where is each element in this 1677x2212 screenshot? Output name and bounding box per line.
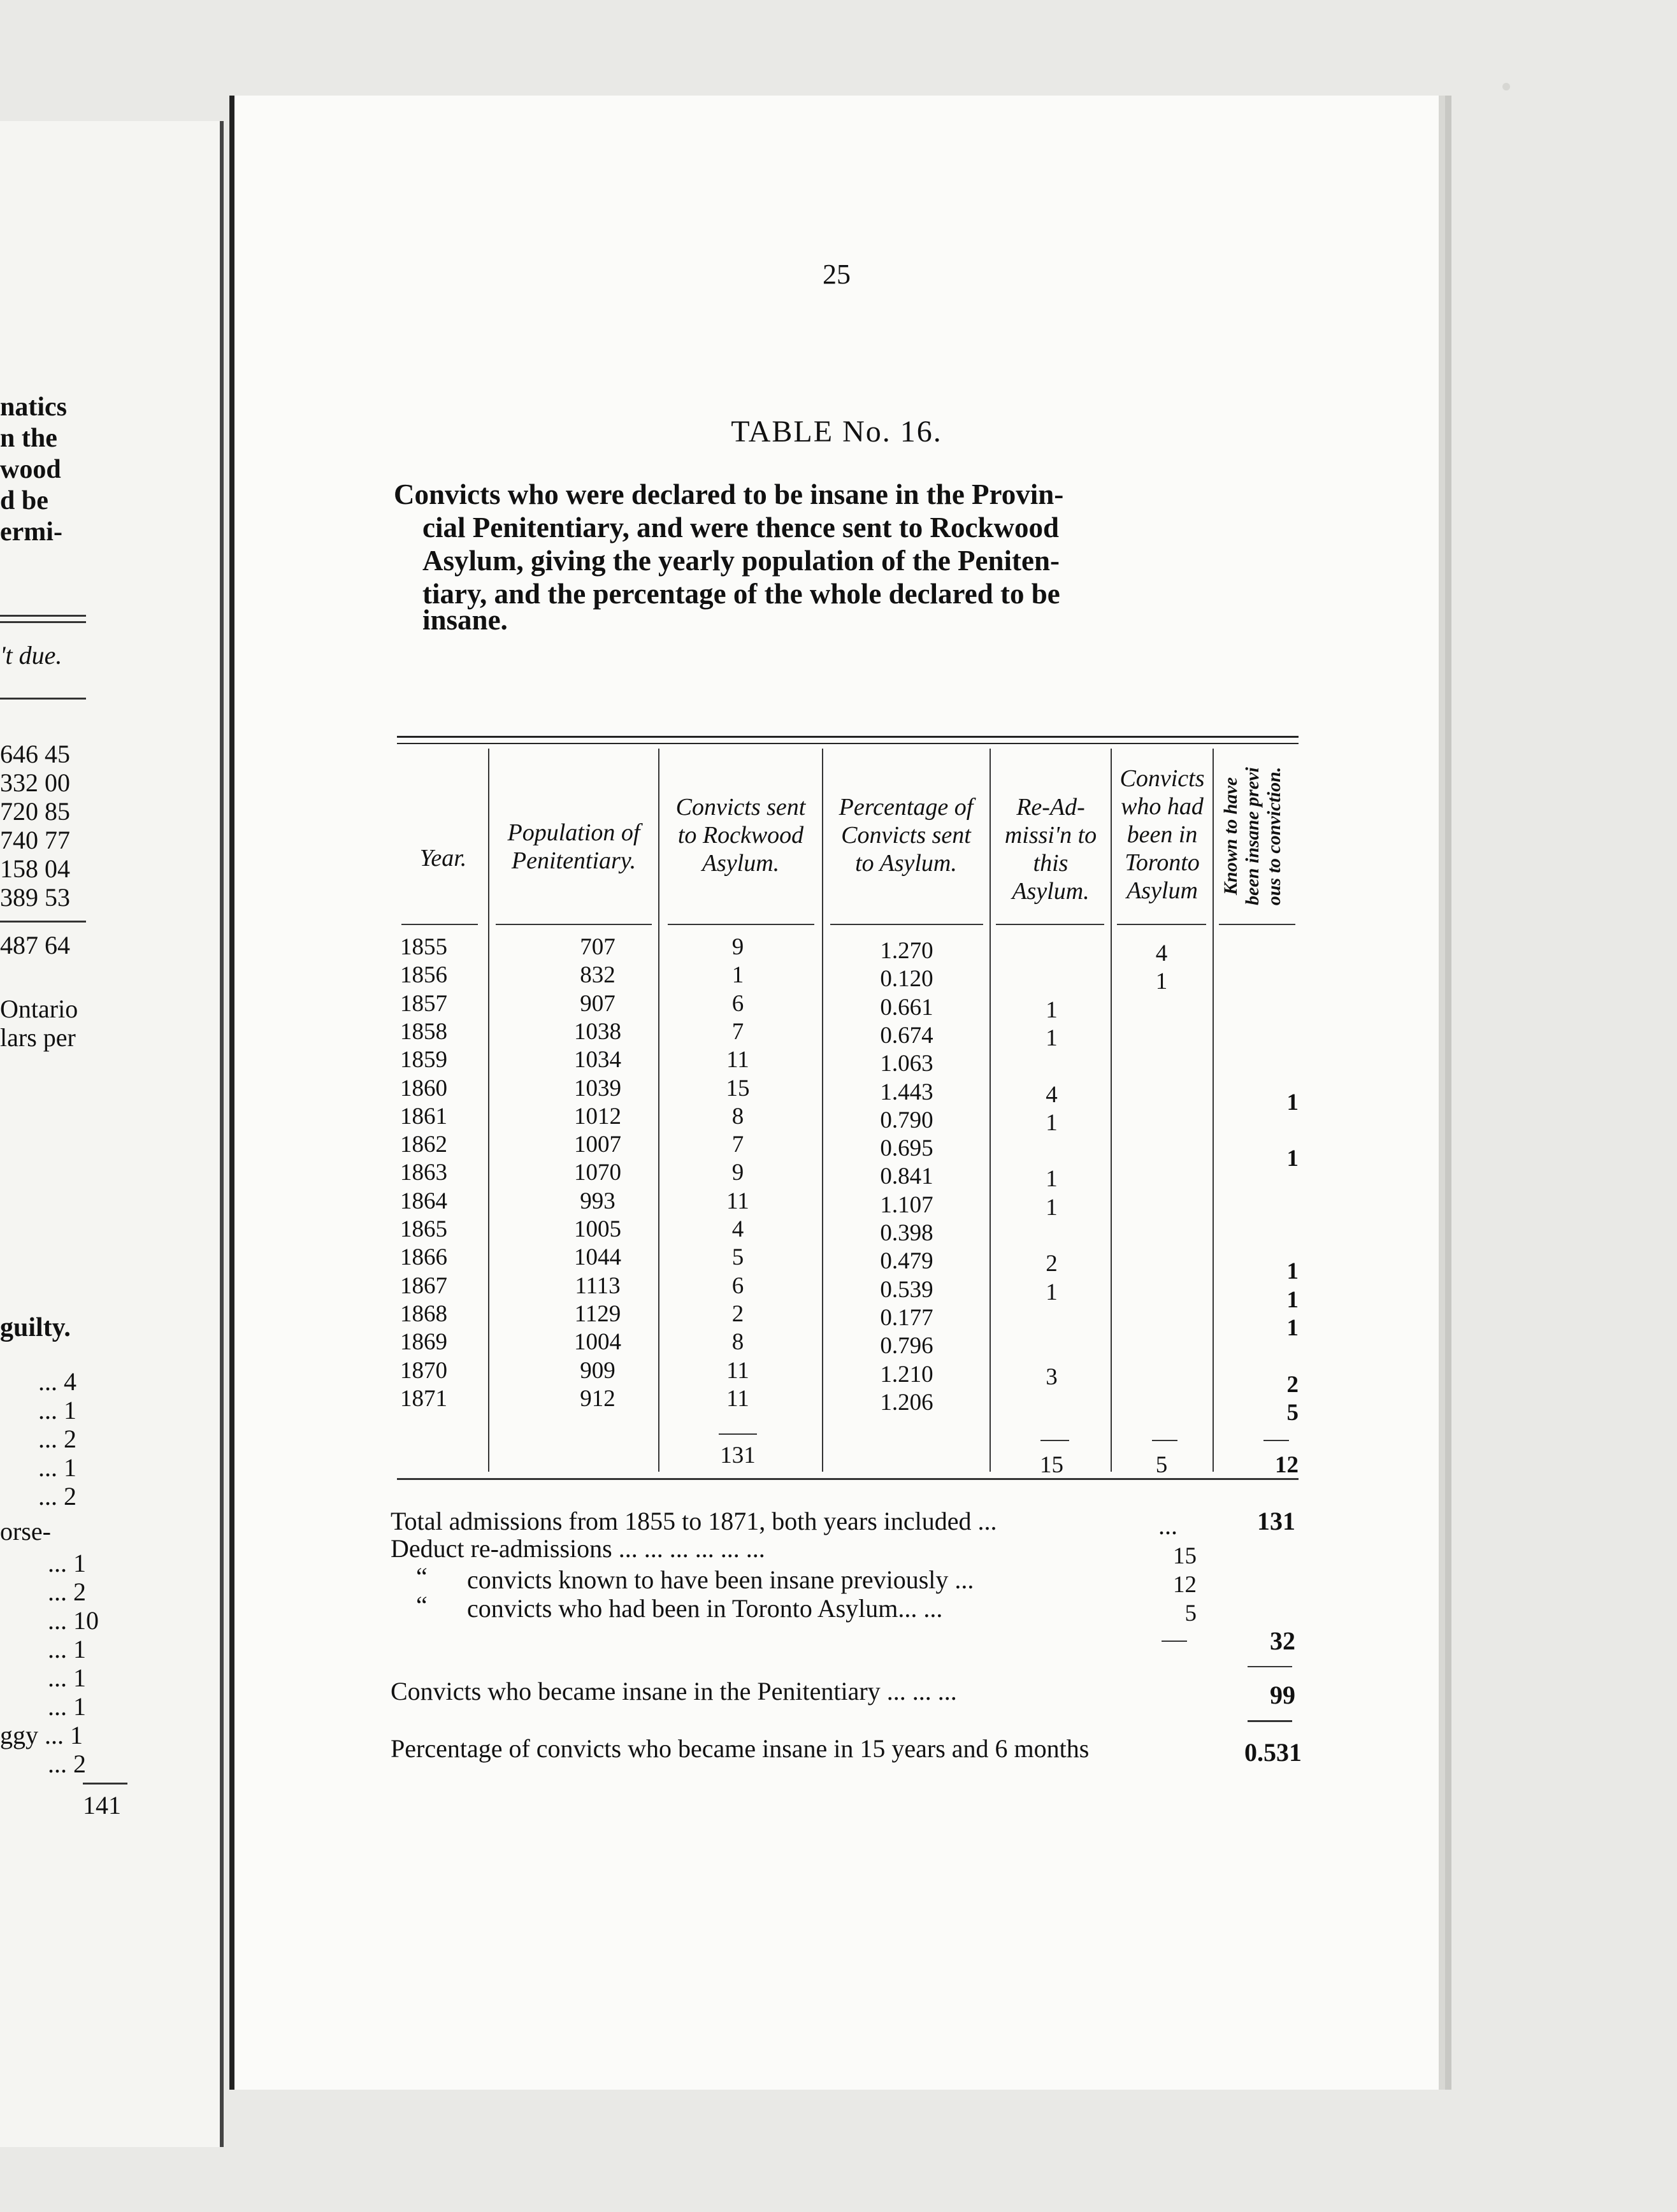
row-readmission <box>996 1137 1107 1165</box>
header-line: who had <box>1121 793 1204 820</box>
row-sent: 15 <box>726 1075 750 1102</box>
left-count: ... 2 <box>48 1749 86 1778</box>
row-toronto <box>1114 996 1209 1024</box>
row-readmission <box>996 1222 1107 1250</box>
row-known: 1 <box>1286 1314 1299 1341</box>
row-toronto <box>1114 1024 1209 1052</box>
row-toronto <box>1114 1363 1209 1391</box>
row-known <box>1216 1117 1299 1145</box>
left-heading-line: natics <box>0 392 67 422</box>
total-dash <box>1152 1440 1177 1441</box>
left-count: ... 2 <box>48 1577 86 1606</box>
header-line: Population of <box>507 819 640 846</box>
row-year: 1866 <box>400 1244 447 1271</box>
left-rule <box>83 1783 127 1785</box>
row-toronto <box>1114 1052 1209 1081</box>
summary-deduct: Deduct re-admissions ... ... ... ... ... ... <box>391 1534 765 1563</box>
row-population: 1039 <box>574 1075 621 1102</box>
row-sent: 4 <box>731 1216 744 1242</box>
row-sent: 6 <box>731 1272 744 1299</box>
left-rule <box>0 621 86 623</box>
row-year: 1858 <box>400 1018 447 1045</box>
left-amount: 646 45 <box>0 740 70 768</box>
row-percentage: 0.177 <box>880 1304 933 1331</box>
paper-speck <box>1502 83 1510 90</box>
column-divider <box>1213 749 1214 1472</box>
caption-line: Asylum, giving the yearly population of the Peniten- <box>422 545 1060 577</box>
row-toronto <box>1114 1081 1209 1109</box>
header-line: Convicts <box>1119 765 1205 792</box>
left-ggy-line: ggy ... 1 <box>0 1721 83 1749</box>
header-rule <box>1219 924 1295 925</box>
total-dash <box>719 1433 757 1435</box>
summary-dash <box>1162 1641 1187 1642</box>
row-known <box>1216 1060 1299 1088</box>
row-sent: 11 <box>726 1385 749 1412</box>
header-line: to Rockwood <box>677 822 804 849</box>
left-count-total: 141 <box>83 1791 121 1820</box>
row-year: 1868 <box>400 1300 447 1327</box>
row-year: 1863 <box>400 1160 447 1186</box>
left-heading-line: wood <box>0 455 61 484</box>
row-population: 1012 <box>574 1103 621 1130</box>
left-rule <box>0 921 86 923</box>
row-toronto <box>1114 1391 1209 1419</box>
ditto-mark: “ <box>416 1562 428 1591</box>
row-sent: 8 <box>731 1103 744 1130</box>
summary-rule <box>1248 1666 1292 1667</box>
caption-line: Convicts who were declared to be insane in the Provin- <box>394 478 1064 510</box>
header-readmission <box>991 793 1111 905</box>
header-rule <box>830 924 983 925</box>
row-population: 1005 <box>574 1216 621 1242</box>
left-heading-line: n the <box>0 424 57 453</box>
left-count: ... 1 <box>48 1635 86 1663</box>
header-line: Convicts sent <box>841 822 971 849</box>
header-rule <box>1117 924 1206 925</box>
row-percentage: 0.841 <box>880 1163 933 1190</box>
total-known: 12 <box>1275 1452 1299 1478</box>
row-population: 1044 <box>574 1244 621 1271</box>
row-readmission <box>996 940 1107 968</box>
row-percentage: 1.210 <box>880 1361 933 1388</box>
row-sent: 2 <box>731 1300 744 1327</box>
row-readmission: 1 <box>1046 1109 1058 1136</box>
row-year: 1864 <box>400 1188 447 1214</box>
document-page <box>229 96 1439 2090</box>
row-readmission <box>996 1052 1107 1081</box>
left-count: ... 10 <box>48 1606 99 1635</box>
header-line: Re-Ad- <box>1016 794 1085 821</box>
left-amount-total: 487 64 <box>0 931 70 959</box>
row-sent: 9 <box>731 1160 744 1186</box>
table-bottom-rule <box>397 1478 1299 1480</box>
left-note-line: Ontario <box>0 995 78 1023</box>
row-population: 1129 <box>574 1300 621 1327</box>
row-year: 1865 <box>400 1216 447 1242</box>
header-line: Known to have <box>1220 777 1241 896</box>
row-known <box>1216 1032 1299 1060</box>
row-toronto <box>1114 1279 1209 1307</box>
caption-line: cial Penitentiary, and were thence sent to Rockwood <box>422 512 1060 543</box>
row-year: 1862 <box>400 1131 447 1158</box>
header-known <box>1220 752 1285 921</box>
row-percentage: 0.539 <box>880 1276 933 1303</box>
row-sent: 9 <box>731 934 744 960</box>
row-readmission <box>996 1307 1107 1335</box>
left-guilty-heading: guilty. <box>0 1313 71 1342</box>
summary-total-admissions-value: 131 <box>1257 1507 1295 1535</box>
total-dash <box>1040 1440 1069 1441</box>
row-known <box>1216 1342 1299 1370</box>
header-line: been insane previ <box>1242 767 1263 905</box>
header-toronto <box>1112 765 1213 905</box>
left-count: ... 4 <box>38 1367 76 1396</box>
row-year: 1859 <box>400 1047 447 1074</box>
caption-line: tiary, and the percentage of the whole declared to be <box>422 578 1060 610</box>
row-toronto <box>1114 1222 1209 1250</box>
row-percentage: 1.063 <box>880 1051 933 1077</box>
left-count: ... 2 <box>38 1482 76 1511</box>
summary-became-insane-value: 99 <box>1270 1681 1295 1709</box>
header-rule <box>496 924 652 925</box>
left-count: ... 1 <box>48 1692 86 1721</box>
row-percentage: 0.398 <box>880 1220 933 1246</box>
row-readmission: 1 <box>1046 1166 1058 1193</box>
summary-deduct-value: 15 <box>1173 1543 1197 1569</box>
header-line: Convicts sent <box>675 794 806 821</box>
row-readmission <box>996 968 1107 996</box>
summary-known-value: 12 <box>1173 1572 1197 1598</box>
left-rule <box>0 615 86 617</box>
row-known: 1 <box>1286 1146 1299 1172</box>
row-percentage: 0.661 <box>880 994 933 1021</box>
row-sent: 11 <box>726 1357 749 1384</box>
row-known: 1 <box>1286 1089 1299 1116</box>
left-rule <box>0 698 86 700</box>
row-known <box>1216 947 1299 975</box>
row-percentage: 0.674 <box>880 1022 933 1049</box>
row-year: 1871 <box>400 1385 447 1412</box>
row-sent: 1 <box>731 962 744 989</box>
left-note-line: lars per <box>0 1023 76 1052</box>
row-toronto <box>1114 1250 1209 1278</box>
table-caption <box>394 478 1286 636</box>
summary-dots: ... <box>1158 1511 1177 1540</box>
row-population: 912 <box>580 1385 615 1412</box>
row-sent: 11 <box>726 1188 749 1214</box>
row-year: 1857 <box>400 990 447 1017</box>
row-known <box>1216 1004 1299 1032</box>
row-population: 1007 <box>574 1131 621 1158</box>
row-population: 909 <box>580 1357 615 1384</box>
row-known: 2 <box>1286 1371 1299 1398</box>
header-line: Asylum. <box>1012 878 1090 905</box>
header-line: missi'n to <box>1004 822 1097 849</box>
header-population <box>489 819 658 875</box>
total-toronto: 5 <box>1155 1452 1168 1478</box>
left-amount: 389 53 <box>0 883 70 912</box>
total-readmissions: 15 <box>1040 1452 1063 1478</box>
header-line: been in <box>1126 821 1198 848</box>
row-year: 1860 <box>400 1075 447 1102</box>
summary-toronto: convicts who had been in Toronto Asylum... ... <box>467 1594 943 1623</box>
row-known: 1 <box>1286 1286 1299 1313</box>
row-population: 1113 <box>575 1272 621 1299</box>
header-line: Asylum. <box>702 850 780 877</box>
row-readmission: 1 <box>1046 1024 1058 1051</box>
row-percentage: 0.479 <box>880 1248 933 1275</box>
left-amount: 158 04 <box>0 854 70 883</box>
left-amount: 720 85 <box>0 797 70 826</box>
row-sent: 11 <box>726 1047 749 1074</box>
row-percentage: 1.206 <box>880 1389 933 1416</box>
row-population: 1038 <box>574 1018 621 1045</box>
row-sent: 6 <box>731 990 744 1017</box>
left-count: ... 1 <box>48 1663 86 1692</box>
row-readmission: 1 <box>1046 1194 1058 1221</box>
row-sent: 7 <box>731 1018 744 1045</box>
summary-percentage: Percentage of convicts who became insane in 15 years and 6 months <box>391 1734 1090 1763</box>
row-readmission: 1 <box>1046 996 1058 1023</box>
left-count: ... 1 <box>38 1453 76 1482</box>
row-toronto: 1 <box>1155 968 1168 995</box>
header-rule <box>996 924 1104 925</box>
summary-became-insane: Convicts who became insane in the Penitentiary ... ... ... <box>391 1677 957 1706</box>
row-year: 1867 <box>400 1272 447 1299</box>
caption-line: insane. <box>422 604 508 636</box>
row-population: 1004 <box>574 1329 621 1356</box>
header-line: ous to conviction. <box>1263 766 1285 906</box>
left-count: ... 2 <box>38 1425 76 1453</box>
row-year: 1856 <box>400 962 447 989</box>
row-toronto: 4 <box>1155 940 1168 966</box>
table-top-rule <box>397 736 1299 744</box>
row-known: 1 <box>1286 1258 1299 1285</box>
facing-page <box>0 121 224 2147</box>
row-sent: 8 <box>731 1329 744 1356</box>
summary-deduction-total: 32 <box>1270 1627 1295 1655</box>
row-sent: 7 <box>731 1131 744 1158</box>
row-known <box>1216 1230 1299 1258</box>
row-toronto <box>1114 1109 1209 1137</box>
left-count: ... 1 <box>48 1549 86 1577</box>
summary-total-admissions: Total admissions from 1855 to 1871, both years included ... <box>391 1507 997 1535</box>
row-toronto <box>1114 1335 1209 1363</box>
header-percentage <box>823 793 989 877</box>
left-amount: 740 77 <box>0 826 70 854</box>
row-year: 1869 <box>400 1329 447 1356</box>
header-line: this <box>1033 850 1069 877</box>
row-readmission <box>996 1391 1107 1419</box>
row-percentage: 1.443 <box>880 1079 933 1105</box>
header-rule <box>401 924 478 925</box>
row-known: 5 <box>1286 1399 1299 1426</box>
row-toronto <box>1114 1194 1209 1222</box>
left-heading-line: d be <box>0 486 48 515</box>
row-sent: 5 <box>731 1244 744 1271</box>
row-population: 707 <box>580 934 615 960</box>
left-amount: 332 00 <box>0 768 70 797</box>
row-percentage: 0.120 <box>880 966 933 993</box>
row-readmission: 4 <box>1046 1081 1058 1108</box>
header-rule <box>668 924 814 925</box>
row-toronto <box>1114 1165 1209 1193</box>
total-dash <box>1263 1440 1289 1441</box>
row-population: 832 <box>580 962 615 989</box>
row-known <box>1216 1173 1299 1201</box>
header-line: to Asylum. <box>855 850 957 877</box>
row-percentage: 0.790 <box>880 1107 933 1133</box>
header-year: Year. <box>419 845 467 872</box>
row-percentage: 1.270 <box>880 938 933 964</box>
summary-percentage-value: 0.531 <box>1244 1738 1302 1767</box>
summary-toronto-value: 5 <box>1184 1600 1197 1627</box>
ditto-mark: “ <box>416 1591 428 1620</box>
left-column-label: 't due. <box>0 641 62 670</box>
row-percentage: 1.107 <box>880 1191 933 1218</box>
total-sent: 131 <box>720 1442 756 1469</box>
left-horse-word: orse- <box>0 1517 51 1546</box>
table-title: TABLE No. 16. <box>731 415 942 449</box>
row-toronto <box>1114 1137 1209 1165</box>
row-population: 1034 <box>574 1047 621 1074</box>
row-readmission: 2 <box>1046 1251 1058 1277</box>
summary-known: convicts known to have been insane previously ... <box>467 1565 974 1594</box>
summary-rule <box>1248 1720 1292 1722</box>
left-heading-line: ermi- <box>0 517 62 547</box>
page-number: 25 <box>823 259 851 290</box>
row-year: 1870 <box>400 1357 447 1384</box>
header-line: Percentage of <box>838 794 974 821</box>
header-line: Penitentiary. <box>511 847 637 874</box>
row-toronto <box>1114 1307 1209 1335</box>
header-sent <box>659 793 822 877</box>
header-line: Asylum <box>1126 877 1198 904</box>
row-readmission <box>996 1335 1107 1363</box>
row-population: 1070 <box>574 1160 621 1186</box>
left-count: ... 1 <box>38 1396 76 1425</box>
header-line: Toronto <box>1125 849 1200 876</box>
row-known <box>1216 1202 1299 1230</box>
row-known <box>1216 975 1299 1003</box>
row-percentage: 0.695 <box>880 1135 933 1162</box>
row-population: 993 <box>580 1188 615 1214</box>
row-year: 1861 <box>400 1103 447 1130</box>
row-readmission: 3 <box>1046 1363 1058 1390</box>
row-percentage: 0.796 <box>880 1333 933 1360</box>
row-population: 907 <box>580 990 615 1017</box>
row-readmission: 1 <box>1046 1279 1058 1305</box>
row-year: 1855 <box>400 934 447 960</box>
